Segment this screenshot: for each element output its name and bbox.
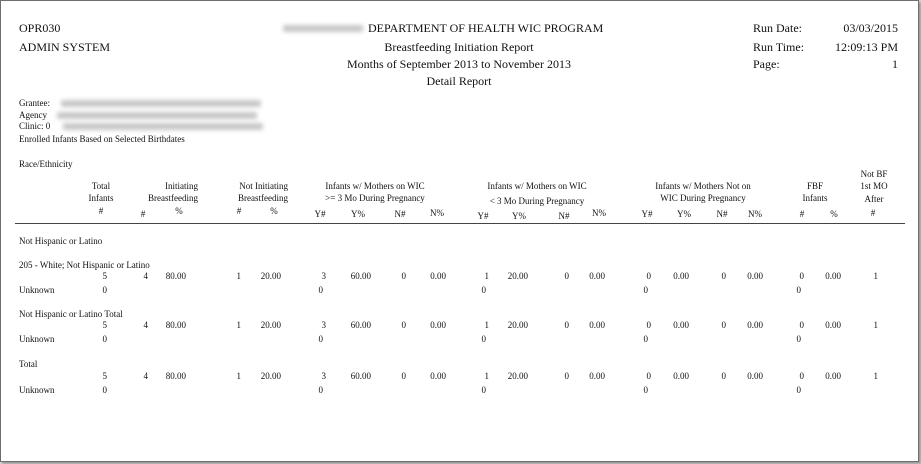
col-total-infants-1: Total xyxy=(91,181,111,191)
run-date: 03/03/2015 xyxy=(843,21,898,35)
cell-notinit-pct: 20.00 xyxy=(260,271,281,281)
col-not-wic-n-num: N# xyxy=(716,209,728,219)
cell-notinit-pct: 20.00 xyxy=(260,371,281,381)
cell-wiclt3-y-pct: 20.00 xyxy=(507,371,528,381)
col-wic-lt3-1: Infants w/ Mothers on WIC xyxy=(487,181,587,191)
col-initiating-sub: Breastfeeding xyxy=(148,193,198,203)
cell-notwic-n-pct: 0.00 xyxy=(747,271,763,281)
cell-notwic-n-num: 0 xyxy=(721,320,726,330)
cell-notinit-num: 1 xyxy=(236,371,241,381)
cell-notbf-num: 1 xyxy=(873,271,878,281)
cell-wiclt3-n-num: 0 xyxy=(564,271,569,281)
cell-init-num: 4 xyxy=(143,271,148,281)
unknown-label: Unknown xyxy=(19,385,55,395)
cell-init-num: 4 xyxy=(143,320,148,330)
cell-init-num: 4 xyxy=(143,371,148,381)
report-period: Months of September 2013 to November 2013 xyxy=(347,57,571,71)
col-initiating-num: # xyxy=(140,209,146,219)
cell-total-num: 5 xyxy=(102,371,107,381)
cell-notinit-num: 1 xyxy=(236,320,241,330)
cell-notwic-y-pct: 0.00 xyxy=(673,320,689,330)
col-wic-ge3-2: >= 3 Mo During Pregnancy xyxy=(325,193,425,203)
header-rule xyxy=(15,223,905,224)
col-wic-lt3-n-num: N# xyxy=(558,211,570,221)
col-not-bf-1: Not BF xyxy=(860,169,888,179)
col-total-infants-2: Infants xyxy=(88,193,114,203)
cell-notwic-y-pct: 0.00 xyxy=(673,371,689,381)
cell-unknown-notwic-y-num: 0 xyxy=(643,285,648,295)
col-not-wic-y-num: Y# xyxy=(641,209,653,219)
cell-unknown-notwic-y-num: 0 xyxy=(643,334,648,344)
col-not-bf-3: After xyxy=(864,194,884,204)
col-not-initiating: Not Initiating xyxy=(239,181,288,191)
cell-notwic-n-pct: 0.00 xyxy=(747,371,763,381)
col-not-initiating-pct: % xyxy=(270,206,278,216)
enrolled-note: Enrolled Infants Based on Selected Birthdates xyxy=(19,134,185,144)
cell-fbf-pct: 0.00 xyxy=(825,320,841,330)
col-initiating: Initiating xyxy=(165,181,198,191)
run-time-label: Run Time: xyxy=(753,40,805,54)
cell-wicge3-n-num: 0 xyxy=(401,320,406,330)
section-label: Total xyxy=(19,359,38,369)
cell-wiclt3-n-pct: 0.00 xyxy=(589,271,605,281)
cell-notwic-n-pct: 0.00 xyxy=(747,320,763,330)
cell-wiclt3-n-pct: 0.00 xyxy=(589,371,605,381)
redacted-agency xyxy=(57,112,257,119)
col-not-initiating-num: # xyxy=(236,206,242,216)
run-date-label: Run Date: xyxy=(753,21,802,35)
report-type: Detail Report xyxy=(426,74,492,88)
col-wic-lt3-y-num: Y# xyxy=(477,211,489,221)
col-wic-ge3-y-num: Y# xyxy=(314,209,326,219)
cell-wiclt3-n-num: 0 xyxy=(564,371,569,381)
cell-wicge3-n-num: 0 xyxy=(401,371,406,381)
col-fbf-1: FBF xyxy=(806,181,823,191)
section-label: Not Hispanic or Latino Total xyxy=(19,309,123,319)
cell-unknown-wicge3-y-num: 0 xyxy=(318,334,323,344)
page-number: 1 xyxy=(892,57,898,71)
cell-unknown-total-num: 0 xyxy=(102,385,107,395)
department-title: DEPARTMENT OF HEALTH WIC PROGRAM xyxy=(368,21,604,35)
cell-init-pct: 80.00 xyxy=(165,271,186,281)
cell-wicge3-n-pct: 0.00 xyxy=(430,320,446,330)
col-initiating-pct: % xyxy=(175,206,183,216)
col-wic-ge3-1: Infants w/ Mothers on WIC xyxy=(325,181,425,191)
cell-fbf-num: 0 xyxy=(799,271,804,281)
system-name: ADMIN SYSTEM xyxy=(19,40,111,54)
agency-label: Agency xyxy=(19,110,47,120)
cell-wiclt3-y-num: 1 xyxy=(484,271,489,281)
clinic-label: Clinic: 0 xyxy=(19,121,51,131)
run-time: 12:09:13 PM xyxy=(834,40,898,54)
cell-wicge3-y-num: 3 xyxy=(321,271,326,281)
cell-wicge3-n-pct: 0.00 xyxy=(430,271,446,281)
col-total-num: # xyxy=(98,206,104,216)
cell-unknown-notwic-y-num: 0 xyxy=(643,385,648,395)
cell-wiclt3-y-num: 1 xyxy=(484,320,489,330)
cell-unknown-fbf-num: 0 xyxy=(796,285,801,295)
cell-notwic-y-num: 0 xyxy=(646,271,651,281)
cell-unknown-wicge3-y-num: 0 xyxy=(318,285,323,295)
col-wic-ge3-n-num: N# xyxy=(394,209,406,219)
cell-fbf-num: 0 xyxy=(799,320,804,330)
group-label-not-hispanic: Not Hispanic or Latino xyxy=(19,236,103,246)
cell-wiclt3-y-pct: 20.00 xyxy=(507,320,528,330)
page-label: Page: xyxy=(753,57,780,71)
redacted-grantee xyxy=(61,100,261,107)
cell-wicge3-y-pct: 60.00 xyxy=(350,371,371,381)
cell-wicge3-y-num: 3 xyxy=(321,371,326,381)
col-fbf-2: Infants xyxy=(802,193,828,203)
cell-init-pct: 80.00 xyxy=(165,320,186,330)
cell-unknown-fbf-num: 0 xyxy=(796,385,801,395)
cell-notwic-y-num: 0 xyxy=(646,320,651,330)
col-not-wic-2: WIC During Pregnancy xyxy=(660,193,746,203)
col-wic-lt3-n-pct: N% xyxy=(592,208,606,218)
cell-unknown-wicge3-y-num: 0 xyxy=(318,385,323,395)
report-title: Breastfeeding Initiation Report xyxy=(384,40,534,54)
cell-wicge3-n-pct: 0.00 xyxy=(430,371,446,381)
cell-fbf-pct: 0.00 xyxy=(825,271,841,281)
cell-fbf-num: 0 xyxy=(799,371,804,381)
col-not-wic-1: Infants w/ Mothers Not on xyxy=(655,181,751,191)
grantee-label: Grantee: xyxy=(19,98,50,108)
cell-wiclt3-y-num: 1 xyxy=(484,371,489,381)
redacted-clinic xyxy=(63,123,263,130)
unknown-label: Unknown xyxy=(19,285,55,295)
col-wic-ge3-n-pct: N% xyxy=(430,208,444,218)
cell-unknown-wiclt3-y-num: 0 xyxy=(481,285,486,295)
report-code: OPR030 xyxy=(19,21,61,35)
col-not-wic-n-pct: N% xyxy=(748,209,762,219)
cell-wicge3-y-pct: 60.00 xyxy=(350,320,371,330)
col-not-initiating-sub: Breastfeeding xyxy=(238,193,288,203)
cell-unknown-wiclt3-y-num: 0 xyxy=(481,385,486,395)
col-wic-lt3-y-pct: Y% xyxy=(512,211,526,221)
cell-wicge3-y-pct: 60.00 xyxy=(350,271,371,281)
col-wic-ge3-y-pct: Y% xyxy=(351,209,365,219)
cell-notbf-num: 1 xyxy=(873,371,878,381)
cell-unknown-wiclt3-y-num: 0 xyxy=(481,334,486,344)
redacted-state-name xyxy=(283,25,363,32)
section-label: 205 - White; Not Hispanic or Latino xyxy=(19,260,150,270)
cell-total-num: 5 xyxy=(102,320,107,330)
cell-total-num: 5 xyxy=(102,271,107,281)
cell-wiclt3-n-num: 0 xyxy=(564,320,569,330)
col-wic-lt3-2: < 3 Mo During Pregnancy xyxy=(489,196,585,206)
cell-notinit-pct: 20.00 xyxy=(260,320,281,330)
cell-wiclt3-y-pct: 20.00 xyxy=(507,271,528,281)
cell-notinit-num: 1 xyxy=(236,271,241,281)
cell-unknown-fbf-num: 0 xyxy=(796,334,801,344)
unknown-label: Unknown xyxy=(19,334,55,344)
col-fbf-pct: % xyxy=(830,209,838,219)
cell-unknown-total-num: 0 xyxy=(102,285,107,295)
cell-notwic-y-pct: 0.00 xyxy=(673,271,689,281)
cell-notwic-n-num: 0 xyxy=(721,371,726,381)
cell-fbf-pct: 0.00 xyxy=(825,371,841,381)
cell-init-pct: 80.00 xyxy=(165,371,186,381)
cell-wicge3-y-num: 3 xyxy=(321,320,326,330)
cell-notwic-n-num: 0 xyxy=(721,271,726,281)
cell-notwic-y-num: 0 xyxy=(646,371,651,381)
race-ethnicity-label: Race/Ethnicity xyxy=(19,159,73,169)
col-fbf-num: # xyxy=(799,209,805,219)
col-not-bf-2: 1st MO xyxy=(860,181,888,191)
col-not-wic-y-pct: Y% xyxy=(677,209,691,219)
cell-unknown-total-num: 0 xyxy=(102,334,107,344)
col-not-bf-num: # xyxy=(870,208,876,218)
cell-wiclt3-n-pct: 0.00 xyxy=(589,320,605,330)
cell-notbf-num: 1 xyxy=(873,320,878,330)
cell-wicge3-n-num: 0 xyxy=(401,271,406,281)
